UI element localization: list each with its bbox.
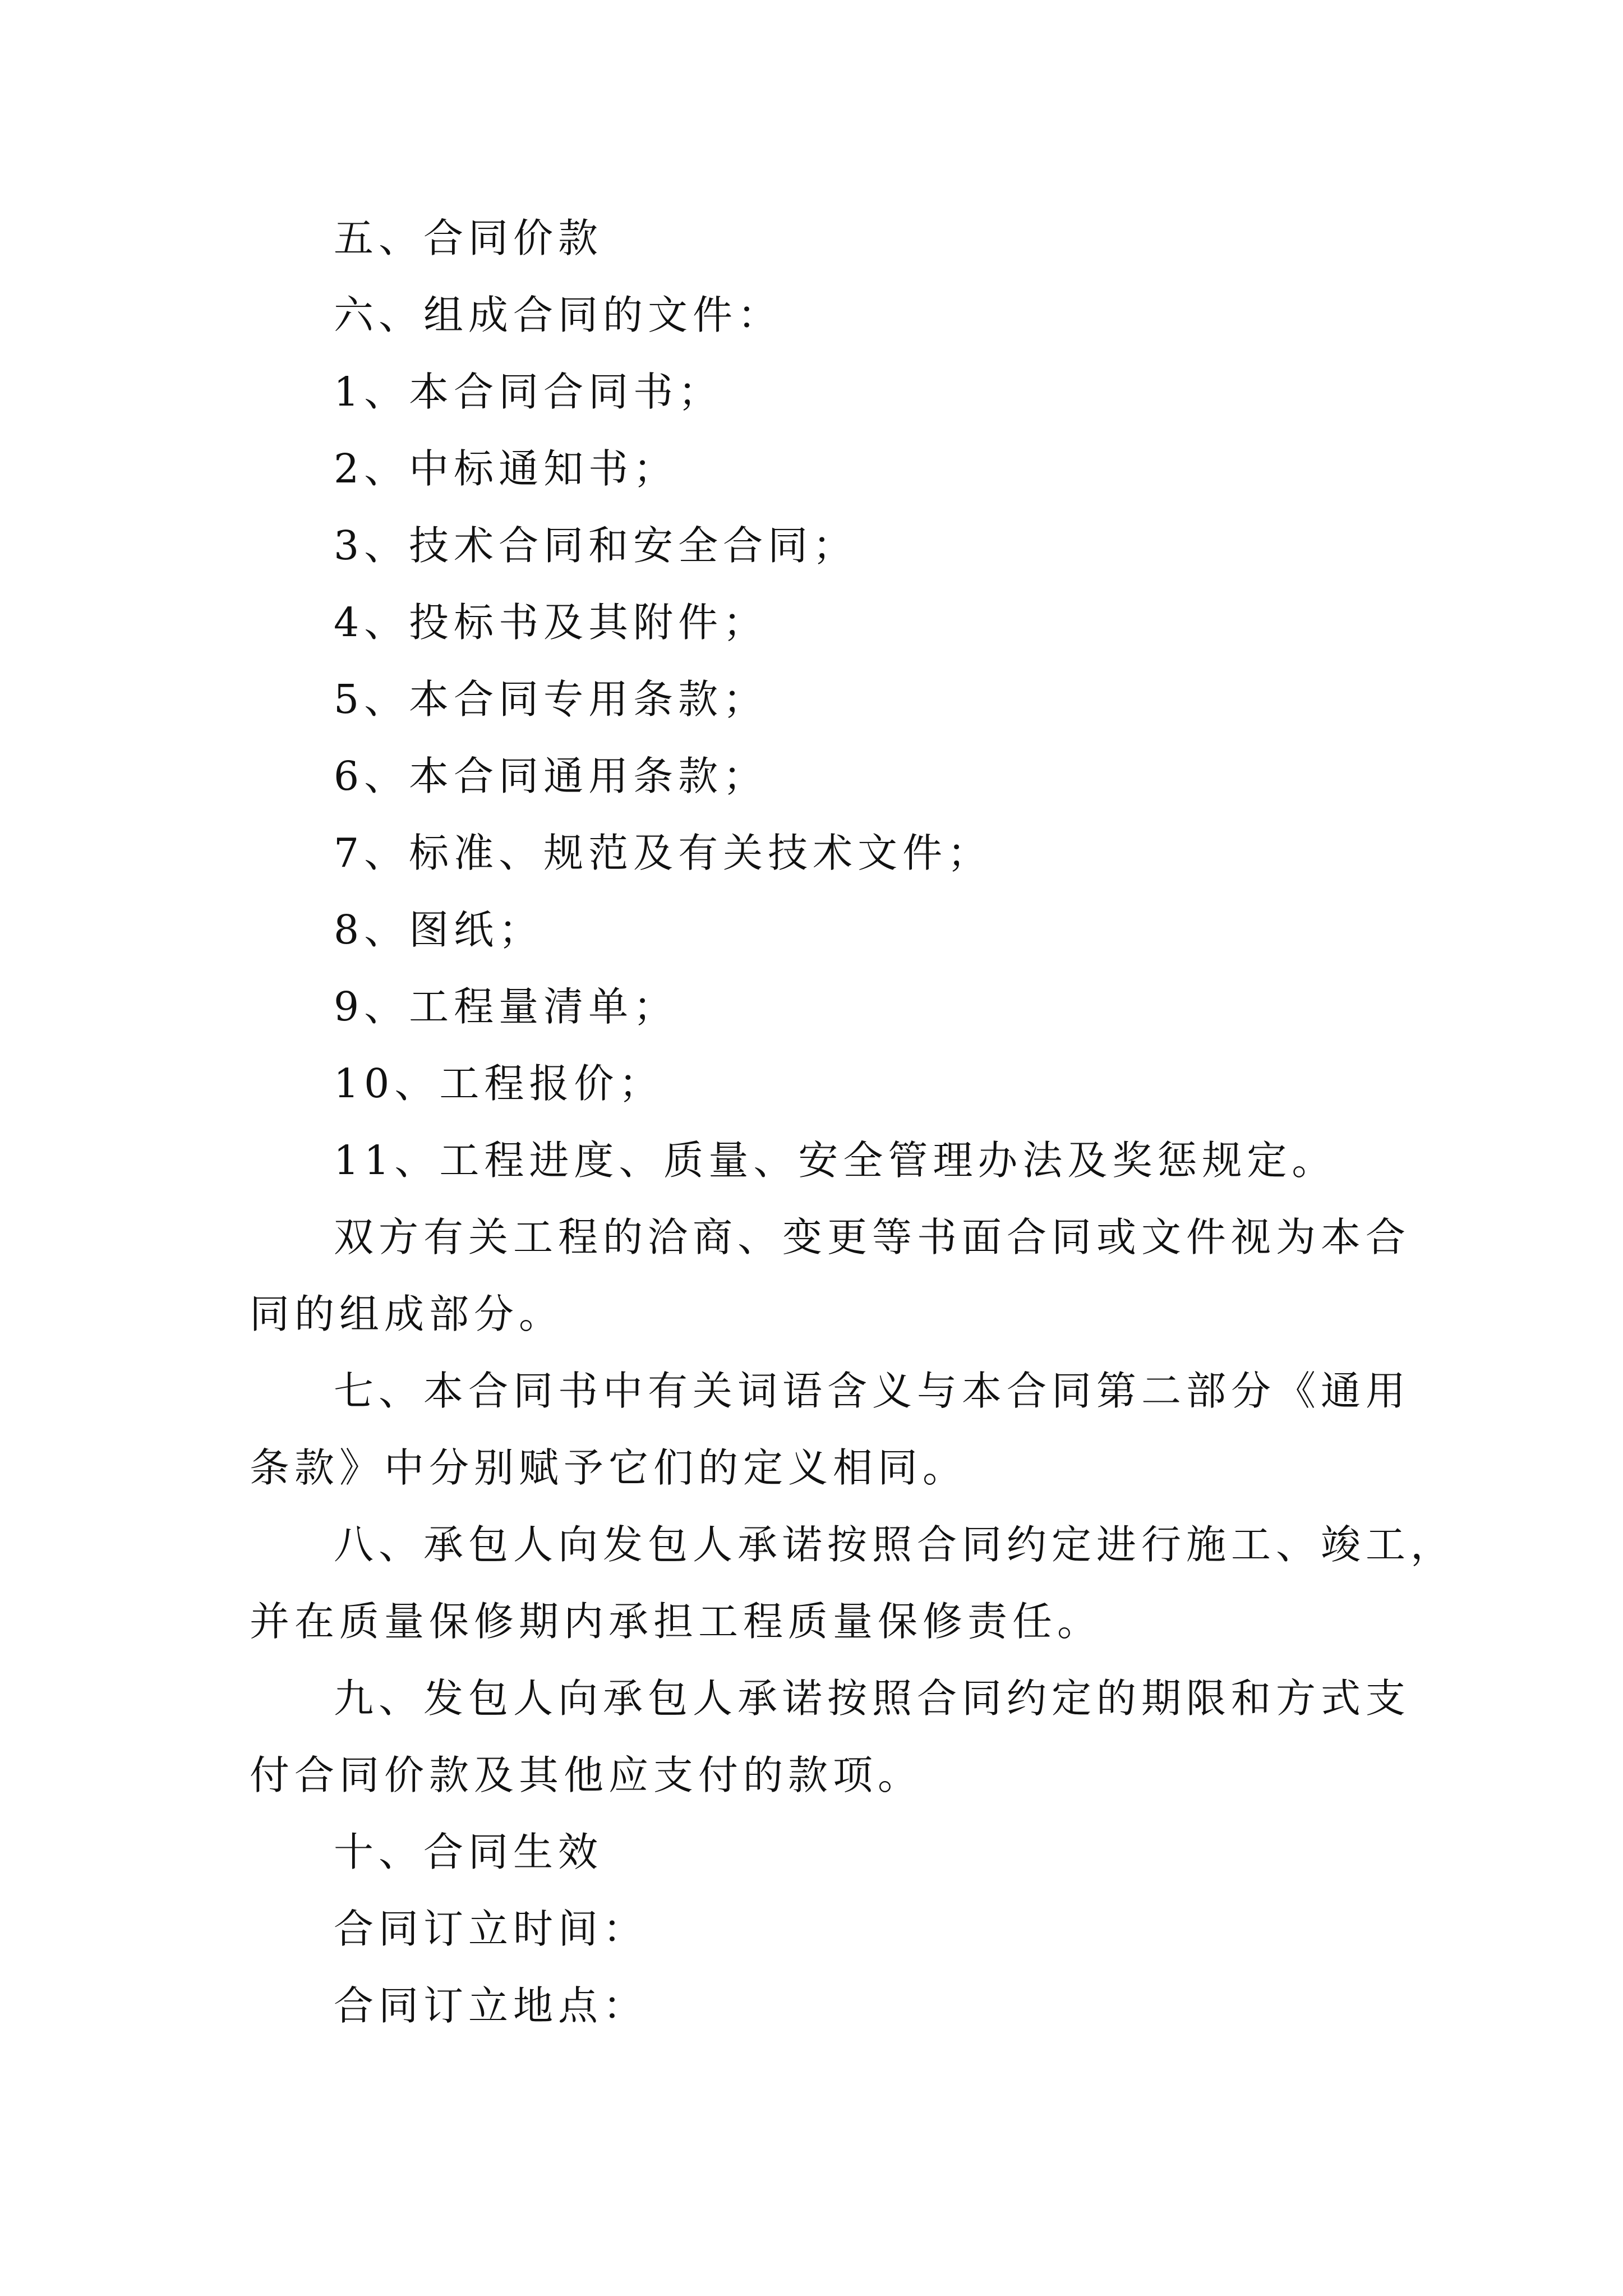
paragraph-line: 条款》中分别赋予它们的定义相同。 [250,1444,968,1491]
document-body [250,200,1456,2044]
paragraph-line: 并在质量保修期内承担工程质量保修责任。 [250,1598,1103,1645]
paragraph-line: 九、发包人向承包人承诺按照合同约定的期限和方式支 [334,1675,1411,1722]
contract-file-item: 11、工程进度、质量、安全管理办法及奖惩规定。 [334,1137,1337,1184]
section-5-heading: 五、合同价款 [334,215,603,261]
sign-time-field: 合同订立时间： [334,1906,648,1952]
contract-file-item: 6、本合同通用条款； [334,753,768,799]
paragraph-line: 双方有关工程的洽商、变更等书面合同或文件视为本合 [334,1214,1411,1260]
contract-file-item: 4、投标书及其附件； [334,599,768,646]
contract-file-item: 10、工程报价； [334,1060,664,1107]
contract-file-item: 5、本合同专用条款； [334,676,768,723]
contract-file-item: 1、本合同合同书； [334,369,723,415]
contract-file-item: 8、图纸； [334,907,544,953]
paragraph-line: 同的组成部分。 [250,1291,564,1337]
paragraph-line: 七、本合同书中有关词语含义与本合同第二部分《通用 [334,1368,1411,1414]
section-6-heading: 六、组成合同的文件： [334,292,783,338]
contract-file-item: 7、标准、规范及有关技术文件； [334,830,993,876]
paragraph-line: 付合同价款及其他应支付的款项。 [250,1752,923,1798]
section-10-heading: 十、合同生效 [334,1829,603,1875]
contract-file-item: 9、工程量清单； [334,983,679,1030]
contract-file-item: 3、技术合同和安全合同； [334,522,858,569]
sign-place-field: 合同订立地点： [334,1982,648,2029]
paragraph-line: 八、承包人向发包人承诺按照合同约定进行施工、竣工， [334,1521,1456,1568]
contract-file-item: 2、中标通知书； [334,445,679,492]
